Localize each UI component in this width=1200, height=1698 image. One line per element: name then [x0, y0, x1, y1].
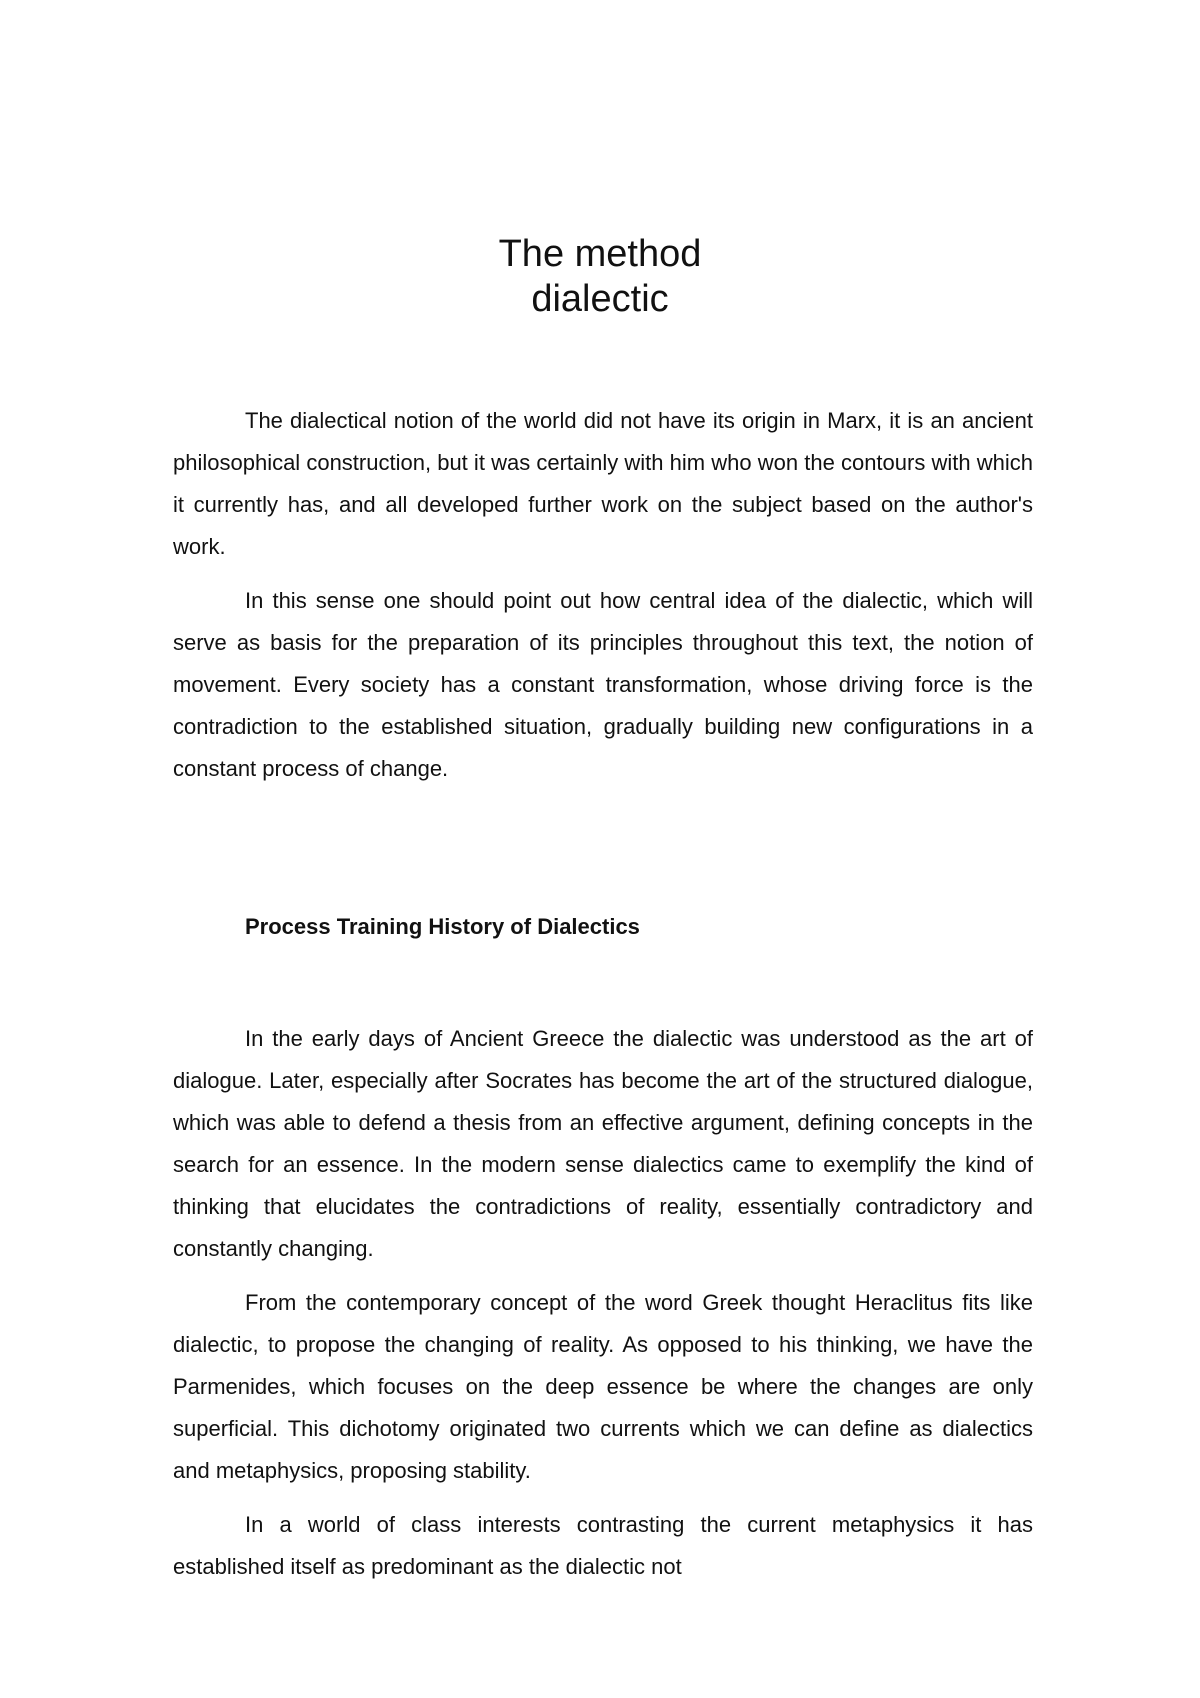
paragraph: In the early days of Ancient Greece the dialectic was understood as the art of dialogue. Later, especially after Socrates has become the art of the structured dialogue, which was able to defend a thesis from an effective argument, defining concepts in the search for an essence. In the modern sense dialectics came to exemplify the kind of thinking that elucidates the contradictions of reality, essentially contradictory and constantly changing. — [173, 1026, 1033, 1261]
paragraph: The dialectical notion of the world did not have its origin in Marx, it is an ancient philosophical construction, but it was certainly with him who won the contours with which it currently has, and all developed further work on the subject based on the author's work. — [173, 408, 1033, 559]
paragraph: In this sense one should point out how central idea of the dialectic, which will serve as basis for the preparation of its principles throughout this text, the notion of movement. Every society has a constant transformation, whose driving force is the contradiction to the established situation, gradually building new configurations in a constant process of change. — [173, 588, 1033, 781]
history-section — [173, 1018, 1033, 1588]
intro-section — [173, 400, 1033, 790]
section-heading: Process Training History of Dialectics — [245, 914, 640, 939]
paragraph: From the contemporary concept of the word Greek thought Heraclitus fits like dialectic, to propose the changing of reality. As opposed to his thinking, we have the Parmenides, which focuses on the deep essence be where the changes are only superficial. This dichotomy originated two currents which we can define as dialectics and metaphysics, proposing stability. — [173, 1290, 1033, 1483]
paragraph: In a world of class interests contrasting the current metaphysics it has established itself as predominant as the dialectic not — [173, 1512, 1033, 1579]
title-line-2: dialectic — [531, 278, 669, 320]
page-title — [0, 232, 1200, 322]
title-line-1: The method — [498, 233, 702, 275]
